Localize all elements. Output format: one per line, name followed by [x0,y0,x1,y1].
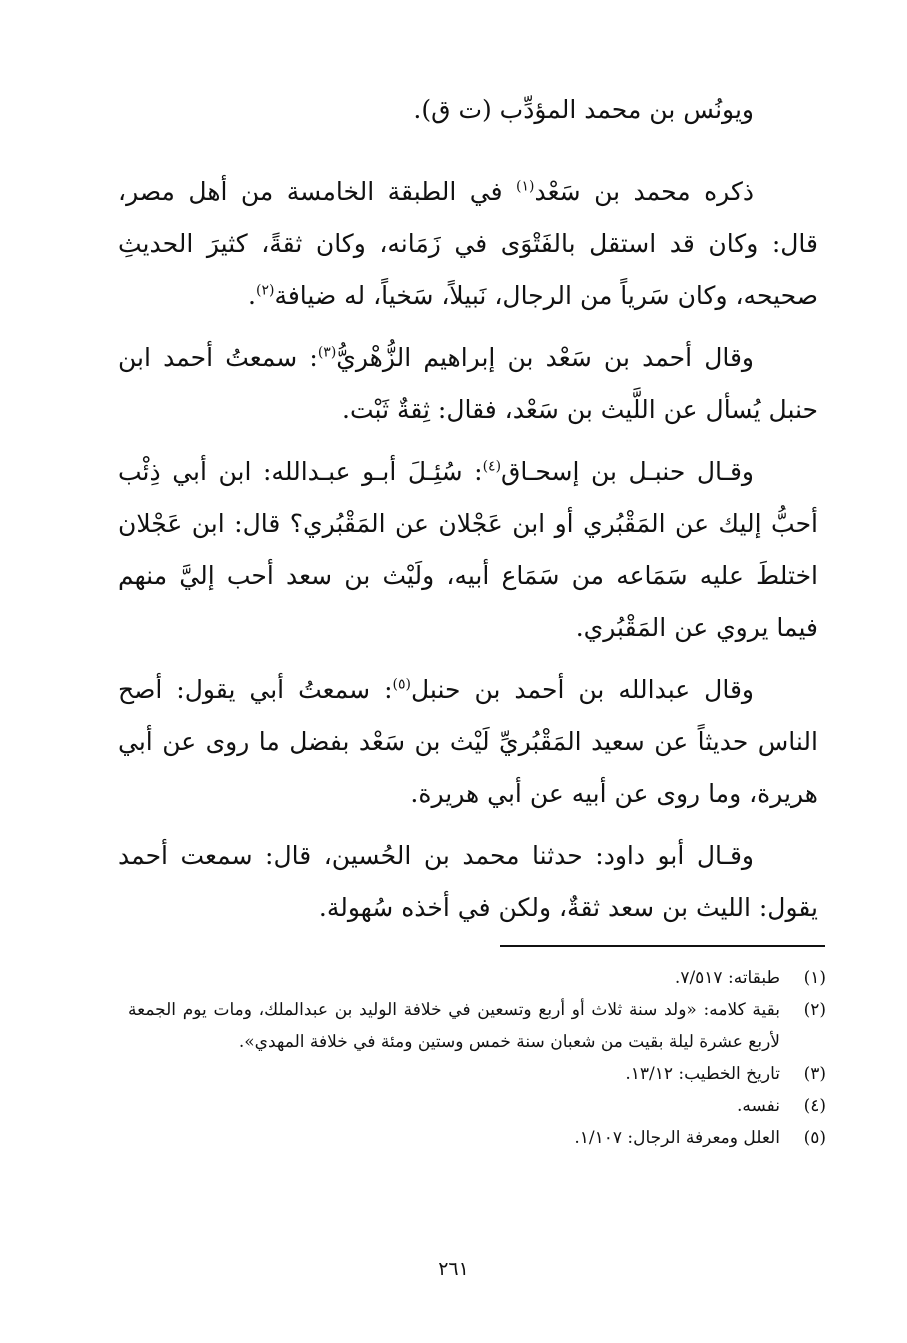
footnote-text: نفسه. [736,1096,780,1116]
page-number: ٢٦١ [438,1258,469,1280]
footnote-text: طبقاته: ٧/٥١٧. [674,968,780,988]
paragraph-2-text-cont: في الطبقة الخامسة من أهل مصر، قال: وكان قد استقل بالفَتْوَى في زَمَانه، وكان ثقةً، كثيرَ الحديثِ صحيحه، وكان سَرياً من الرجال، نَبيلاً، سَخياً، له ضيافة [118,177,818,310]
footnote-ref-5[interactable]: (٥) [392,676,411,693]
footnote-number: (٥) [803,1128,826,1148]
paragraph-1: ويونُس بن محمد المؤدِّب (ت ق). [413,95,754,124]
paragraph-5-text: وقال عبدالله بن أحمد بن حنبل [411,675,754,704]
main-text [118,84,818,944]
footnote-2 [128,994,826,1058]
footnote-1 [128,962,826,994]
paragraph-4 [118,446,818,654]
footnote-4 [128,1090,826,1122]
footnote-3 [128,1058,826,1090]
footnote-number: (٤) [803,1096,826,1116]
paragraph-3-text: وقال أحمد بن سَعْد بن إبراهيم الزُّهْريُّ [336,343,755,372]
footnote-ref-4[interactable]: (٤) [482,458,502,475]
footnote-text: بقية كلامه: «ولد سنة ثلاث أو أربع وتسعين في خلافة الوليد بن عبدالملك، ومات يوم الجمعة لأربع عشرة ليلة بقيت من شعبان سنة خمس وستين ومئة في خلافة المهدي». [128,1000,780,1052]
footnote-5 [128,1122,826,1154]
footnote-number: (٢) [803,1000,826,1020]
paragraph-3 [118,332,818,436]
footnote-number: (٣) [803,1064,826,1084]
footnote-text: تاريخ الخطيب: ١٣/١٢. [625,1064,780,1084]
footnotes [128,962,826,1154]
paragraph-2-text: ذكره محمد بن سَعْد [534,177,754,206]
paragraph-5 [118,664,818,820]
footnote-number: (١) [803,968,826,988]
paragraph-5-text-cont: : سمعتُ أبي يقول: أصح الناس حديثاً عن سعيد المَقْبُريِّ لَيْث بن سَعْد بفضل ما روى عن أبي هريرة، وما روى عن أبيه عن أبي هريرة. [118,675,818,808]
footnote-ref-3[interactable]: (٣) [317,344,337,361]
footnote-ref-2[interactable]: (٢) [255,282,275,299]
paragraph-2 [118,166,818,322]
paragraph-6: وقـال أبو داود: حدثنا محمد بن الحُسين، قال: سمعت أحمد يقول: الليث بن سعد ثقةٌ، ولكن في أخذه سُهولة. [118,841,818,922]
paragraph-3-text-cont: : سمعتُ أحمد ابن حنبل يُسأل عن اللَّيث بن سَعْد، فقال: ثِقةٌ ثَبْت. [118,343,818,424]
footnote-ref-1[interactable]: (١) [516,178,535,195]
paragraph-2-end: . [248,281,256,310]
paragraph-4-text: وقـال حنبـل بن إسحـاق [501,457,754,486]
paragraph-4-text-cont: : سُئِـلَ أبـو عبـدالله: ابن أبي ذِئْب أحبُّ إليك عن المَقْبُري أو ابن عَجْلان عن المَقْبُري؟ قال: ابن عَجْلان اختلطَ عليه سَمَاعه من سَمَاع أبيه، ولَيْث بن سعد أحب إليَّ منهم فيما يروي عن المَقْبُري. [118,457,818,642]
footnote-text: العلل ومعرفة الرجال: ١/١٠٧. [574,1128,780,1148]
footnote-divider [500,945,825,947]
